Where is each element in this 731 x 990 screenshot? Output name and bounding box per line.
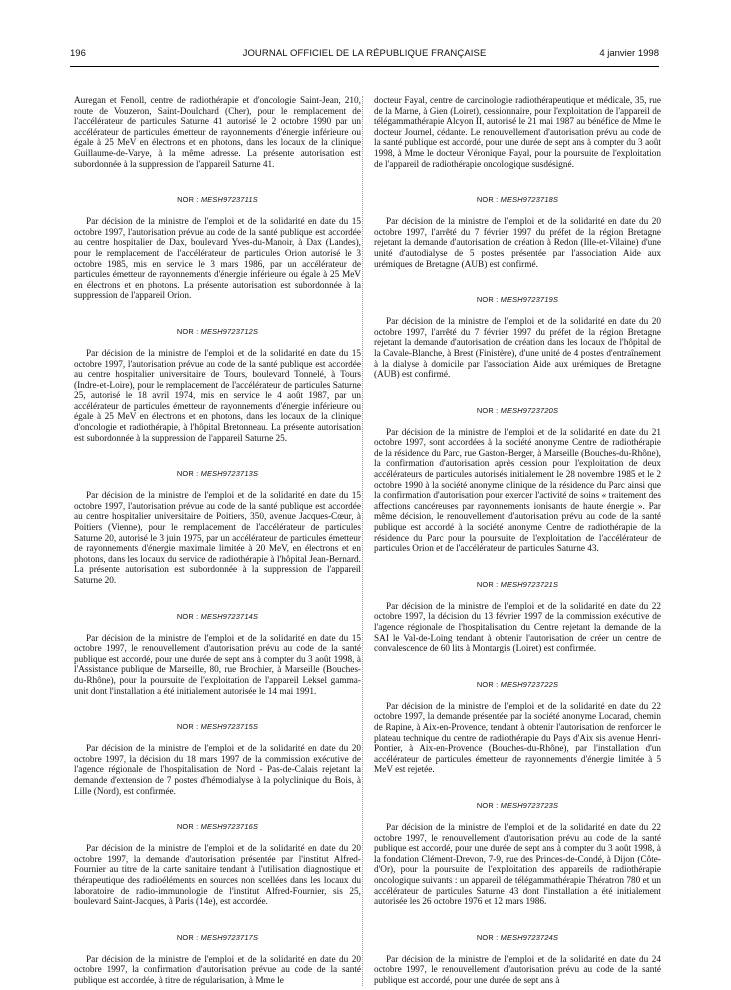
- nor-code: MESH9723722S: [500, 679, 559, 689]
- decision-paragraph: Par décision de la ministre de l'emploi et de la solidarité en date du 15 octobre 1997, le renouvellement d'autorisation prévu au code de la santé publique est accordé, pour une durée de sept ans à compter du 3 août 1998, à l'Assistance publique de Marseille, 80, rue Brochier, à Marseille (Bouches-du-Rhône), pour la poursuite de l'exploitation de l'appareil Leksel gamma-unit dont l'installation a été initialement autorisée le 14 mai 1991.: [74, 633, 361, 697]
- nor-reference: [374, 680, 661, 689]
- journal-title: JOURNAL OFFICIEL DE LA RÉPUBLIQUE FRANÇAISE: [242, 48, 487, 59]
- nor-reference: [374, 195, 661, 204]
- decision-paragraph: Par décision de la ministre de l'emploi et de la solidarité en date du 15 octobre 1997, l'autorisation prévue au code de la santé publique est accordée au centre hospitalier universitaire de Tours, boulevard Tonnelé, à Tours (Indre-et-Loire), pour le remplacement de l'accélérateur de particules Saturne 25, autorisé le 18 avril 1974, mis en service le 4 août 1987, par un accélérateur de particules émetteur de rayonnements d'énergie inférieure ou égale à 25 MeV en électrons et en photons, dans les locaux de la clinique d'oncologie et radiothérapie, à l'hôpital Bretonneau. La présente autorisation est subordonnée à la suppression de l'appareil Saturne 25.: [74, 348, 361, 444]
- nor-label: NOR :: [476, 195, 501, 205]
- nor-reference: [74, 822, 361, 831]
- header-rule: [70, 66, 659, 67]
- decision-paragraph: Auregan et Fenoll, centre de radiothérapie et d'oncologie Saint-Jean, 210, route de Vouzeron, Saint-Doulchard (Cher), pour le remplacement de l'accélérateur de particules Saturne 41 autorisé le 2 octobre 1990 par un accélérateur de particules émetteur de rayonnements d'énergie inférieure ou égale à 25 MeV en électrons et en photons, dans les locaux de la clinique Guillaume-de-Varye, à la même adresse. La présente autorisation est subordonnée à la suppression de l'appareil Saturne 41.: [74, 96, 361, 170]
- nor-label: NOR :: [476, 800, 501, 810]
- nor-reference: [74, 722, 361, 731]
- nor-label: NOR :: [176, 932, 201, 942]
- nor-reference: [74, 612, 361, 621]
- issue-date: 4 janvier 1998: [599, 48, 659, 59]
- decision-paragraph: Par décision de la ministre de l'emploi et de la solidarité en date du 20 octobre 1997, l'arrêté du 7 février 1997 du préfet de la région Bretagne rejetant la demande d'autorisation de création dans les locaux de l'hôpital de la Cavale-Blanche, à Brest (Finistère), d'une unité de 4 postes d'entraînement à la dialyse à domicile par l'association Aide aux urémiques de Bretagne (AUB) est confirmé.: [374, 317, 661, 381]
- nor-reference: [374, 933, 661, 942]
- page-header: [70, 48, 659, 64]
- nor-code: MESH9723718S: [500, 195, 559, 205]
- nor-code: MESH9723724S: [500, 932, 559, 942]
- nor-label: NOR :: [176, 469, 201, 479]
- decision-paragraph: Par décision de la ministre de l'emploi et de la solidarité en date du 21 octobre 1997, sont accordées à la société anonyme Centre de radiothérapie de la résidence du Parc, rue Gaston-Berger, à Marseille (Bouches-du-Rhône), la confirmation d'autorisation après cession pour l'exploitation de deux accélérateurs de particules autorisés initialement le 28 novembre 1985 et le 2 octobre 1990 à la société anonyme clinique de la résidence du Parc ainsi que la confirmation d'autorisation pour exercer l'activité de soins « traitement des affections cancéreuses par rayonnements ionisants de haute énergie ». Par même décision, le renouvellement d'autorisation prévu au code de la santé publique est accordé à la société anonyme Centre de radiothérapie de la résidence du Parc pour la poursuite de l'exploitation de l'accélérateur de particules Orion et de l'accélérateur de particules Saturne 43.: [374, 427, 661, 555]
- nor-reference: [374, 406, 661, 415]
- right-column: [374, 96, 661, 986]
- left-column: [74, 96, 361, 986]
- nor-code: MESH9723713S: [200, 469, 259, 479]
- nor-label: NOR :: [476, 405, 501, 415]
- nor-label: NOR :: [476, 295, 501, 305]
- page-number: 196: [70, 48, 86, 59]
- decision-paragraph: Par décision de la ministre de l'emploi et de la solidarité en date du 15 octobre 1997, l'autorisation prévue au code de la santé publique est accordée au centre hospitalier universitaire de Poitiers, 350, avenue Jacques-Cœur, à Poitiers (Vienne), pour le remplacement de l'accélérateur de particules Saturne 20, autorisé le 3 juin 1975, par un accélérateur de particules émetteur de rayonnements d'énergie maximale limitée à 20 MeV, en électrons et en photons, dans les locaux du service de radiothérapie à l'hôpital Jean-Bernard. La présente autorisation est subordonnée à la suppression de l'appareil Saturne 20.: [74, 491, 361, 586]
- decision-paragraph: Par décision de la ministre de l'emploi et de la solidarité en date du 22 octobre 1997, la décision du 13 février 1997 de la commission exécutive de l'agence régionale de l'hospitalisation du Centre rejetant la demande de la SAI le Val-de-Loing tendant à obtenir l'autorisation de créer un centre de convalescence de 60 lits à Montargis (Loiret) est confirmée.: [374, 601, 661, 655]
- nor-reference: [74, 469, 361, 478]
- decision-paragraph: Par décision de la ministre de l'emploi et de la solidarité en date du 20 octobre 1997, la décision du 18 mars 1997 de la commission exécutive de l'agence régionale de l'hospitalisation de Nord - Pas-de-Calais rejetant la demande d'extension de 7 postes d'hémodialyse à la polyclinique du Bois, à Lille (Nord), est confirmée.: [74, 744, 361, 797]
- decision-paragraph: Par décision de la ministre de l'emploi et de la solidarité en date du 20 octobre 1997, la demande d'autorisation présentée par l'institut Alfred-Fournier au titre de la carte sanitaire tendant à l'utilisation diagnostique et thérapeutique des radioéléments en sources non scellées dans les locaux du laboratoire de radio-immunologie de l'institut Alfred-Fournier, sis 25, boulevard Saint-Jacques, à Paris (14e), est accordée.: [74, 844, 361, 908]
- nor-code: MESH9723712S: [200, 326, 259, 336]
- nor-reference: [74, 195, 361, 204]
- decision-paragraph: docteur Fayal, centre de carcinologie radiothérapeutique et médicale, 35, rue de la Marne, à Gien (Loiret), cessionnaire, pour l'exploitation de l'appareil de télégammathérapie Alcyon II, autorisé le 21 mai 1987 au bénéfice de Mme le docteur Journel, cédante. Le renouvellement d'autorisation prévu au code de la santé publique est accordé, pour une durée de sept ans à compter du 3 août 1998, à Mme le docteur Véronique Fayal, pour la poursuite de l'exploitation de l'appareil de radiothérapie oncologique susdésigné.: [374, 96, 661, 170]
- nor-reference: [374, 295, 661, 304]
- decision-paragraph: Par décision de la ministre de l'emploi et de la solidarité en date du 15 octobre 1997, l'autorisation prévue au code de la santé publique est accordée au centre hospitalier de Dax, boulevard Yves-du-Manoir, à Dax (Landes), pour le remplacement de l'accélérateur de particules Orion autorisé le 3 octobre 1985, mis en service le 3 mars 1986, par un accélérateur de particules émetteur de rayonnements d'énergie inférieure ou égale à 25 MeV en électrons et en photons. La présente autorisation est subordonnée à la suppression de l'appareil Orion.: [74, 217, 361, 302]
- nor-code: MESH9723723S: [500, 800, 559, 810]
- nor-reference: [374, 580, 661, 589]
- decision-paragraph: Par décision de la ministre de l'emploi et de la solidarité en date du 20 octobre 1997, l'arrêté du 7 février 1997 du préfet de la région Bretagne rejetant la demande d'autorisation de création à Redon (Ille-et-Vilaine) d'une unité d'autodialyse de 5 postes présentée par l'association Aide aux urémiques de Bretagne (AUB) est confirmé.: [374, 217, 661, 270]
- decision-paragraph: Par décision de la ministre de l'emploi et de la solidarité en date du 22 octobre 1997, le renouvellement d'autorisation prévu au code de la santé publique est accordé, pour une durée de sept ans à compter du 3 août 1998, à la fondation Clément-Drevon, 7-9, rue des Princes-de-Condé, à Dijon (Côte-d'Or), pour la poursuite de l'exploitation des appareils de radiothérapie oncologique suivants : un appareil de télégammathérapie Thératron 780 et un accélérateur de particules Saturne 43 dont l'installation a été initialement autorisée les 26 octobre 1976 et 12 mars 1986.: [374, 822, 661, 908]
- nor-code: MESH9723720S: [500, 405, 559, 415]
- nor-label: NOR :: [476, 579, 501, 589]
- nor-label: NOR :: [176, 822, 201, 832]
- decision-paragraph: Par décision de la ministre de l'emploi et de la solidarité en date du 20 octobre 1997, la confirmation d'autorisation prévue au code de la santé publique est accordée, à titre de régularisation, à Mme le: [74, 954, 361, 986]
- nor-code: MESH9723717S: [200, 932, 259, 942]
- nor-reference: [74, 933, 361, 942]
- nor-code: MESH9723714S: [200, 611, 259, 621]
- decision-paragraph: Par décision de la ministre de l'emploi et de la solidarité en date du 24 octobre 1997, le renouvellement d'autorisation prévu au code de la santé publique est accordé, pour une durée de sept ans à: [374, 954, 661, 986]
- nor-label: NOR :: [176, 326, 201, 336]
- nor-reference: [74, 327, 361, 336]
- nor-code: MESH9723719S: [500, 295, 559, 305]
- nor-label: NOR :: [176, 722, 201, 732]
- nor-code: MESH9723721S: [500, 579, 559, 589]
- nor-label: NOR :: [176, 611, 201, 621]
- nor-label: NOR :: [476, 679, 501, 689]
- column-divider: [362, 96, 363, 986]
- nor-code: MESH9723715S: [200, 722, 259, 732]
- nor-label: NOR :: [177, 195, 201, 205]
- decision-paragraph: Par décision de la ministre de l'emploi et de la solidarité en date du 22 octobre 1997, la demande présentée par la société anonyme Locarad, chemin de Rapine, à Aix-en-Provence, tendant à obtenir l'autorisation de renforcer le plateau technique du centre de radiothérapie du Pays d'Aix sis avenue Henri-Pontier, à Aix-en-Provence (Bouches-du-Rhône), par l'installation d'un accélérateur de particules émetteur de rayonnements d'énergie limitée à 5 MeV est rejetée.: [374, 701, 661, 776]
- nor-code: MESH9723711S: [200, 195, 258, 205]
- nor-code: MESH9723716S: [200, 822, 259, 832]
- nor-reference: [374, 801, 661, 810]
- nor-label: NOR :: [476, 932, 501, 942]
